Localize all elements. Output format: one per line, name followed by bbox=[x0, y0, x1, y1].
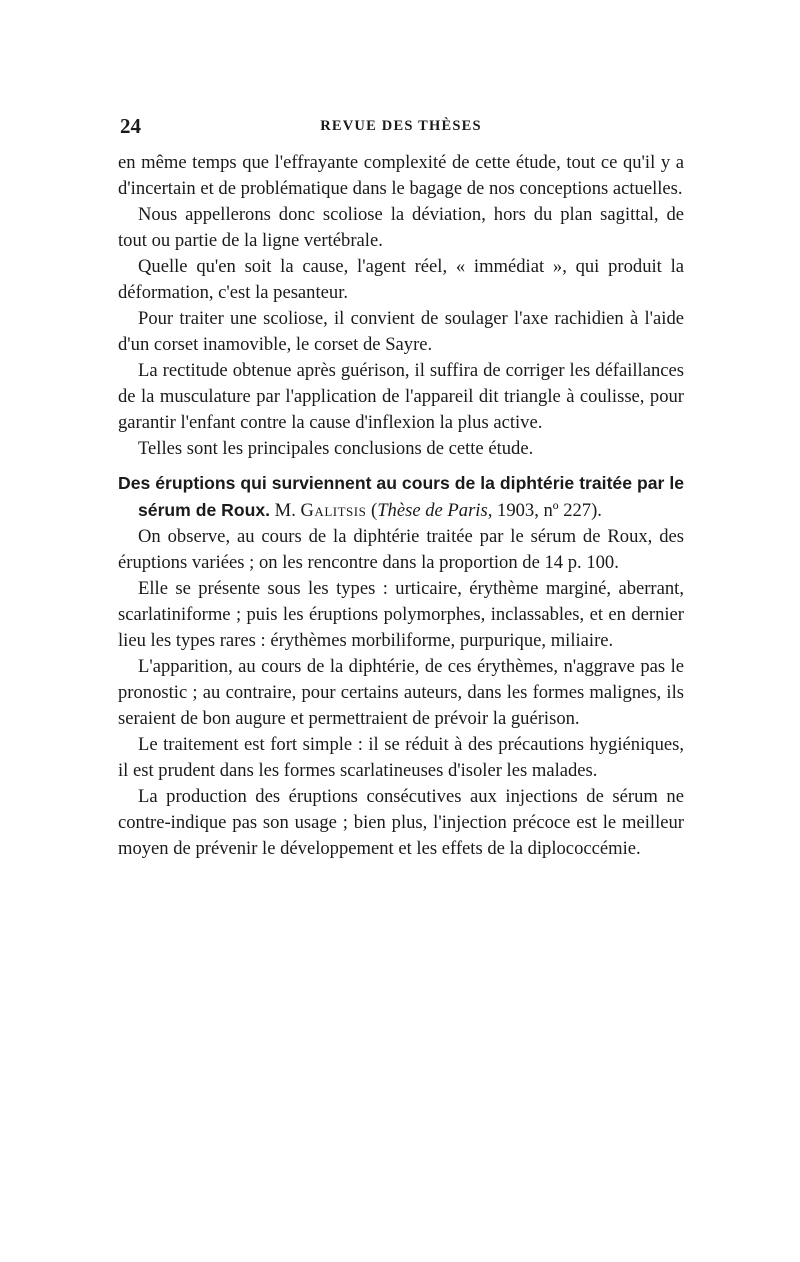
page-number: 24 bbox=[120, 114, 141, 138]
author-name: Galitsis bbox=[300, 500, 367, 521]
paragraph: Quelle qu'en soit la cause, l'agent réel, « immédiat », qui produit la déformation, c'est la pesanteur. bbox=[118, 256, 684, 303]
source-open: ( bbox=[370, 500, 378, 521]
document-page bbox=[118, 114, 684, 862]
paragraph: La production des éruptions consécutives aux injections de sérum ne contre-indique pas son usage ; bien plus, l'injection précoce est le meilleur moyen de prévenir le développement et les effets de la diplococcémie. bbox=[118, 786, 684, 859]
paragraph: Telles sont les principales conclusions de cette étude. bbox=[138, 438, 534, 459]
running-header bbox=[118, 114, 684, 142]
running-title: REVUE DES THÈSES bbox=[320, 118, 482, 134]
paragraph: L'apparition, au cours de la diphtérie, de ces érythèmes, n'aggrave pas le pronostic ; au contraire, pour certains auteurs, dans les formes malignes, ils seraient de bon augure et permettraient de prévoir la guérison. bbox=[118, 656, 684, 729]
paragraph: Elle se présente sous les types : urticaire, érythème marginé, aberrant, scarlatiniforme ; puis les éruptions polymorphes, inclassables, et en dernier lieu les types rares : érythèmes morbiliforme, purpurique, miliaire. bbox=[118, 578, 684, 651]
section-title: Des éruptions qui surviennent au cours de la diphtérie traitée par le sérum de Roux. bbox=[118, 473, 684, 520]
paragraph: Le traitement est fort simple : il se réduit à des précautions hygiéniques, il est prudent dans les formes scarlatineuses d'isoler les malades. bbox=[118, 734, 684, 781]
paragraph: Nous appellerons donc scoliose la déviation, hors du plan sagittal, de tout ou partie de la ligne vertébrale. bbox=[118, 204, 684, 251]
author-prefix: M. bbox=[274, 500, 296, 521]
paragraph: On observe, au cours de la diphtérie traitée par le sérum de Roux, des éruptions variées ; on les rencontre dans la proportion de 14 p. 100. bbox=[118, 526, 684, 573]
paragraph: Pour traiter une scoliose, il convient de soulager l'axe rachidien à l'aide d'un corset inamovible, le corset de Sayre. bbox=[118, 308, 684, 355]
paragraph: La rectitude obtenue après guérison, il suffira de corriger les défaillances de la musculature par l'application de l'appareil dit triangle à coulisse, pour garantir l'enfant contre la cause d'inflexion la plus active. bbox=[118, 360, 684, 433]
source-details: 1903, nº 227). bbox=[497, 500, 602, 521]
section-heading bbox=[118, 470, 684, 524]
paragraph-continued: en même temps que l'effrayante complexité de cette étude, tout ce qu'il y a d'incertain et de problématique dans le bagage de nos conceptions actuelles. bbox=[118, 152, 684, 199]
source-title: Thèse de Paris, bbox=[377, 500, 493, 521]
